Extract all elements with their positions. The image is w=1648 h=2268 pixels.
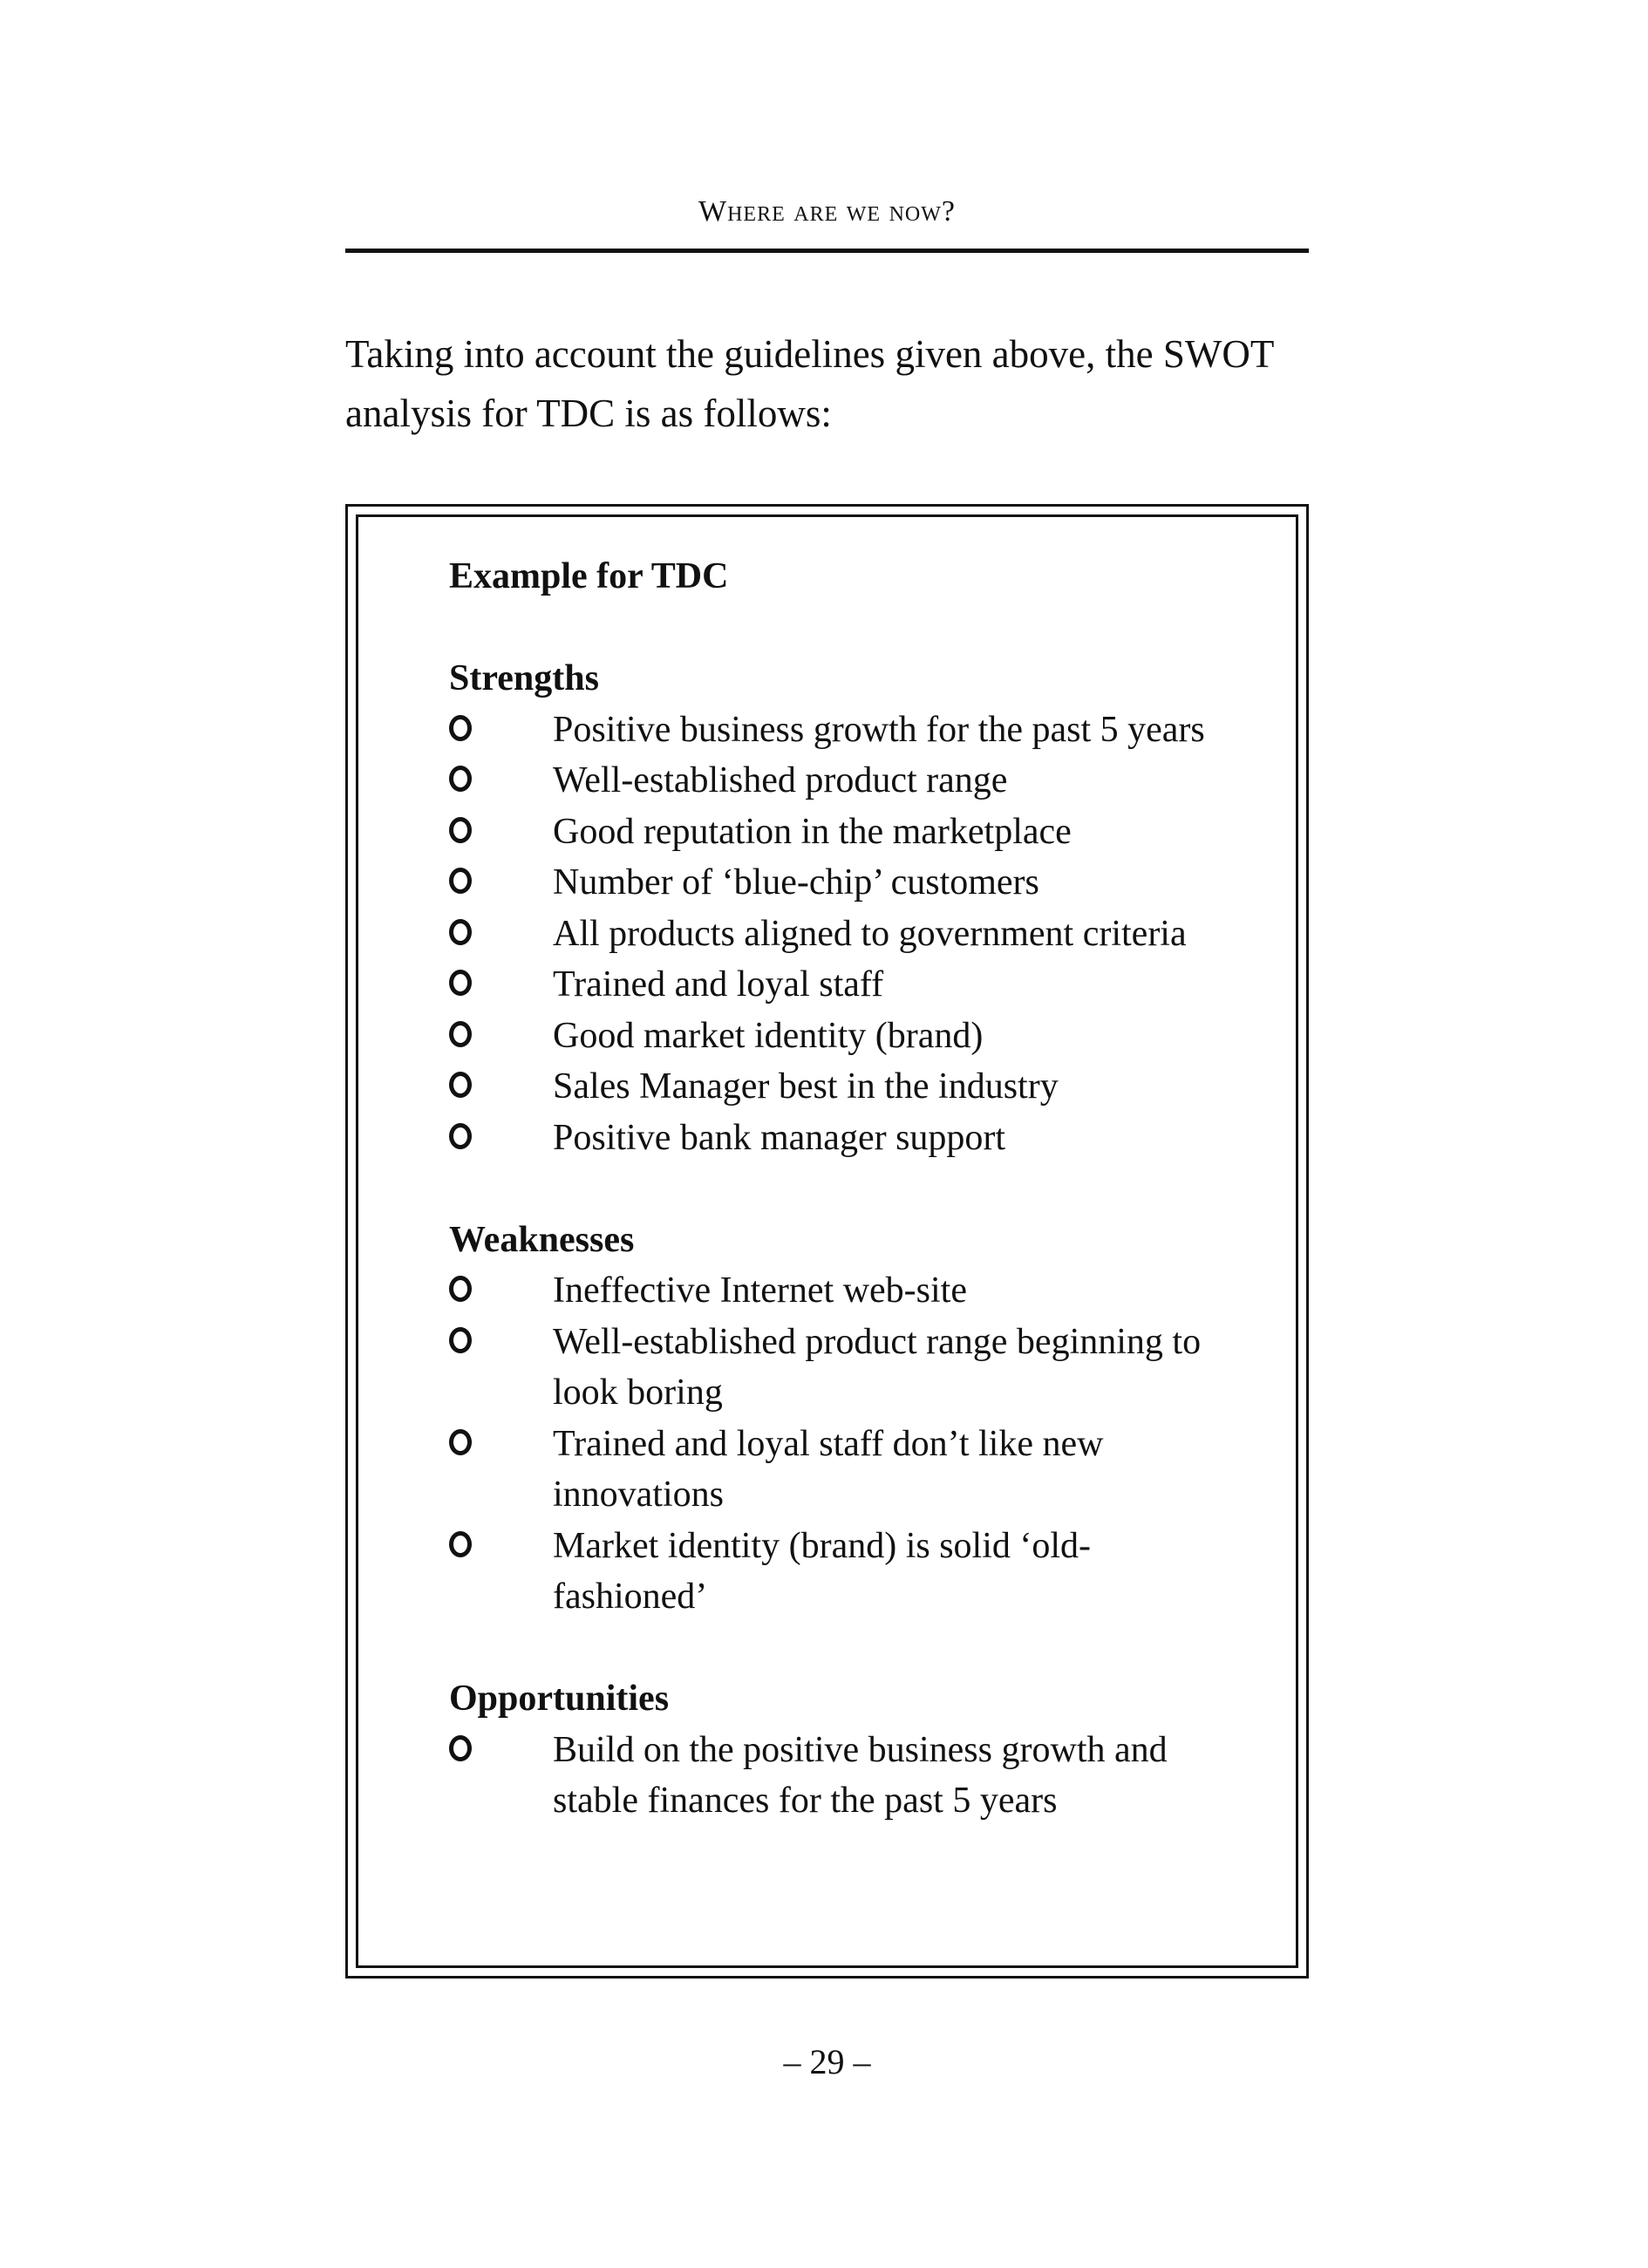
circle-bullet-icon (449, 868, 472, 894)
list-item-text: All products aligned to government criteria (553, 913, 1187, 954)
list-item (449, 1521, 1234, 1623)
list-item (449, 857, 1234, 909)
list-item-text: Sales Manager best in the industry (553, 1066, 1059, 1107)
list-item (449, 755, 1234, 807)
weaknesses-heading: Weaknesses (449, 1219, 635, 1260)
list-item (449, 1317, 1234, 1419)
strengths-list (449, 705, 1234, 1164)
example-box (449, 551, 1234, 1827)
example-title: Example for TDC (449, 556, 729, 596)
list-item-text: Positive business growth for the past 5 years (553, 709, 1205, 750)
list-item (449, 1113, 1234, 1164)
list-item-text: Good market identity (brand) (553, 1015, 984, 1056)
list-item-text: Trained and loyal staff don’t like new innovations (553, 1423, 1104, 1515)
list-item (449, 1061, 1234, 1113)
circle-bullet-icon (449, 1021, 472, 1047)
weaknesses-section (449, 1215, 1234, 1623)
list-item (449, 909, 1234, 960)
opportunities-heading: Opportunities (449, 1679, 670, 1719)
intro-paragraph: Taking into account the guidelines given above, the SWOT analysis for TDC is as follows: (345, 332, 1274, 435)
circle-bullet-icon (449, 1276, 472, 1302)
circle-bullet-icon (449, 1123, 472, 1149)
list-item (449, 1725, 1234, 1827)
list-item-text: Good reputation in the marketplace (553, 811, 1072, 852)
list-item-text: Build on the positive business growth and stable finances for the past 5 years (553, 1729, 1168, 1821)
list-item (449, 1265, 1234, 1317)
circle-bullet-icon (449, 715, 472, 741)
list-item-text: Positive bank manager support (553, 1117, 1006, 1158)
list-item-text: Trained and loyal staff (553, 964, 884, 1005)
circle-bullet-icon (449, 1327, 472, 1353)
list-item (449, 807, 1234, 858)
list-item-text: Well-established product range (553, 760, 1008, 800)
list-item-text: Well-established product range beginning to look boring (553, 1321, 1202, 1413)
opportunities-section (449, 1673, 1234, 1827)
list-item-text: Market identity (brand) is solid ‘old-fashioned’ (553, 1525, 1092, 1617)
circle-bullet-icon (449, 1072, 472, 1098)
header-rule (345, 249, 1309, 253)
running-head: Where are we now? (698, 195, 956, 228)
list-item-text: Number of ‘blue-chip’ customers (553, 862, 1039, 902)
list-item (449, 705, 1234, 756)
page-number: – 29 – (783, 2042, 871, 2081)
circle-bullet-icon (449, 1429, 472, 1455)
opportunities-list (449, 1725, 1234, 1827)
circle-bullet-icon (449, 817, 472, 843)
list-item (449, 1011, 1234, 1062)
weaknesses-list (449, 1265, 1234, 1623)
list-item (449, 959, 1234, 1011)
circle-bullet-icon (449, 766, 472, 792)
list-item (449, 1419, 1234, 1521)
circle-bullet-icon (449, 970, 472, 996)
circle-bullet-icon (449, 919, 472, 945)
strengths-section (449, 653, 1234, 1163)
circle-bullet-icon (449, 1735, 472, 1761)
strengths-heading: Strengths (449, 658, 599, 698)
list-item-text: Ineffective Internet web-site (553, 1270, 967, 1311)
circle-bullet-icon (449, 1531, 472, 1557)
